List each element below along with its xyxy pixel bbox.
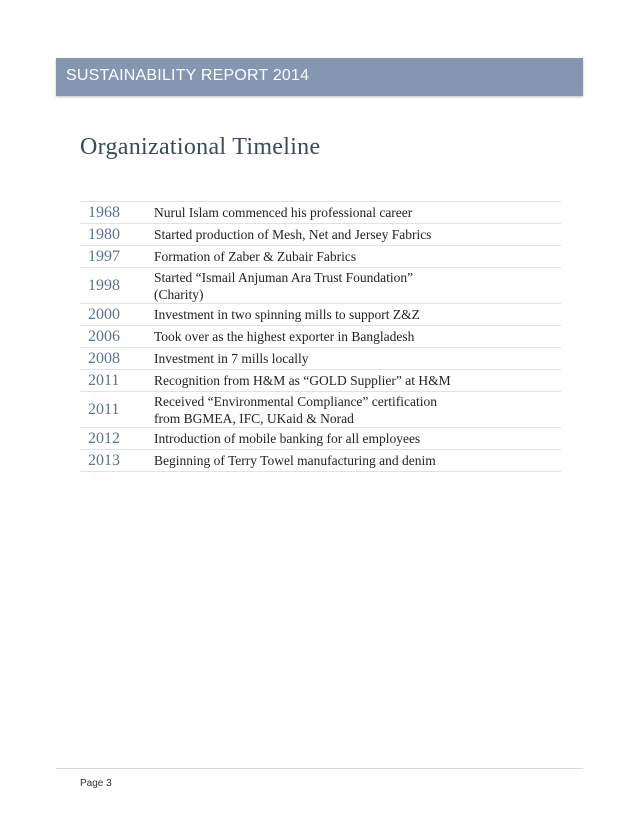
- timeline-row: [80, 450, 561, 472]
- timeline-year: 1968: [80, 202, 154, 224]
- timeline-year: 2006: [80, 326, 154, 348]
- timeline-event: Started production of Mesh, Net and Jersey Fabrics: [154, 224, 561, 246]
- footer-divider: [56, 768, 583, 769]
- timeline-year: 2012: [80, 428, 154, 450]
- timeline-row: [80, 224, 561, 246]
- timeline-row: [80, 202, 561, 224]
- timeline-year: 2013: [80, 450, 154, 472]
- timeline-row: [80, 246, 561, 268]
- timeline-row: [80, 304, 561, 326]
- timeline-row: [80, 392, 561, 428]
- timeline-year: 2011: [80, 370, 154, 392]
- timeline-row: [80, 326, 561, 348]
- timeline-event: [154, 268, 561, 304]
- timeline-event: Took over as the highest exporter in Bangladesh: [154, 326, 561, 348]
- timeline-row: [80, 370, 561, 392]
- timeline-year: 1998: [80, 268, 154, 304]
- timeline-year: 1980: [80, 224, 154, 246]
- report-title: SUSTAINABILITY REPORT 2014: [66, 67, 310, 84]
- timeline-event-line: (Charity): [154, 286, 204, 302]
- timeline-event-line: Received “Environmental Compliance” certification: [154, 393, 438, 409]
- timeline-row: [80, 428, 561, 450]
- timeline-event: Introduction of mobile banking for all employees: [154, 428, 561, 450]
- timeline-year: 1997: [80, 246, 154, 268]
- timeline-event: Formation of Zaber & Zubair Fabrics: [154, 246, 561, 268]
- timeline-event-line: from BGMEA, IFC, UKaid & Norad: [154, 410, 354, 426]
- timeline-event: Investment in two spinning mills to support Z&Z: [154, 304, 561, 326]
- timeline-year: 2008: [80, 348, 154, 370]
- timeline-event: [154, 392, 561, 428]
- timeline-event: Investment in 7 mills locally: [154, 348, 561, 370]
- timeline-event: Beginning of Terry Towel manufacturing and denim: [154, 450, 561, 472]
- timeline-year: 2000: [80, 304, 154, 326]
- timeline-table: [80, 201, 561, 472]
- timeline-event: Recognition from H&M as “GOLD Supplier” at H&M: [154, 370, 561, 392]
- report-header-banner: [56, 58, 583, 96]
- timeline-row: [80, 348, 561, 370]
- timeline-row: [80, 268, 561, 304]
- timeline-event: Nurul Islam commenced his professional career: [154, 202, 561, 224]
- page-number: Page 3: [80, 778, 112, 789]
- page-title: Organizational Timeline: [80, 134, 321, 160]
- timeline-event-line: Started “Ismail Anjuman Ara Trust Foundation”: [154, 269, 414, 285]
- timeline-year: 2011: [80, 392, 154, 428]
